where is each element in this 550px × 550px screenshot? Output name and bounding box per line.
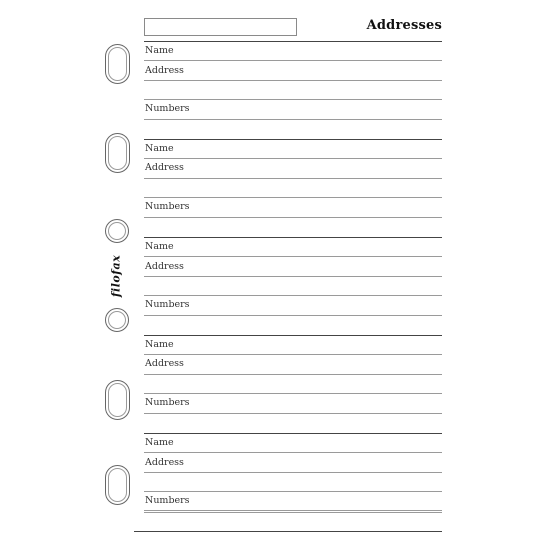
name-line[interactable] [144, 354, 442, 355]
address-label: Address [145, 65, 184, 76]
binder-hole [105, 219, 129, 243]
name-line[interactable] [144, 452, 442, 453]
page-bottom-rule [134, 531, 442, 532]
address-line[interactable] [144, 99, 442, 100]
address-line[interactable] [144, 374, 442, 375]
numbers-line[interactable] [144, 315, 442, 316]
address-label: Address [145, 358, 184, 369]
binder-hole [105, 44, 130, 84]
entry-top-rule [144, 139, 442, 140]
binder-hole [105, 133, 130, 173]
address-line[interactable] [144, 472, 442, 473]
name-label: Name [145, 45, 174, 56]
numbers-line[interactable] [144, 217, 442, 218]
name-line[interactable] [144, 60, 442, 61]
address-label: Address [145, 261, 184, 272]
address-line[interactable] [144, 80, 442, 81]
numbers-label: Numbers [145, 201, 190, 212]
binder-hole [105, 308, 129, 332]
name-line[interactable] [144, 256, 442, 257]
entry-top-rule [144, 41, 442, 42]
entry-top-rule [144, 237, 442, 238]
numbers-line[interactable] [144, 413, 442, 414]
address-line[interactable] [144, 295, 442, 296]
address-line[interactable] [144, 276, 442, 277]
name-label: Name [145, 143, 174, 154]
header-write-box[interactable] [144, 18, 297, 36]
numbers-line[interactable] [144, 510, 442, 513]
numbers-label: Numbers [145, 397, 190, 408]
name-line[interactable] [144, 158, 442, 159]
entry-top-rule [144, 433, 442, 434]
brand-logo: filofax [109, 254, 123, 298]
name-label: Name [145, 241, 174, 252]
entry-top-rule [144, 335, 442, 336]
numbers-label: Numbers [145, 103, 190, 114]
address-line[interactable] [144, 393, 442, 394]
address-line[interactable] [144, 491, 442, 492]
address-label: Address [145, 457, 184, 468]
name-label: Name [145, 437, 174, 448]
address-line[interactable] [144, 178, 442, 179]
page-title: Addresses [366, 18, 442, 33]
binder-hole [105, 465, 130, 505]
address-label: Address [145, 162, 184, 173]
name-label: Name [145, 339, 174, 350]
numbers-label: Numbers [145, 495, 190, 506]
binder-hole [105, 380, 130, 420]
address-line[interactable] [144, 197, 442, 198]
numbers-line[interactable] [144, 119, 442, 120]
numbers-label: Numbers [145, 299, 190, 310]
